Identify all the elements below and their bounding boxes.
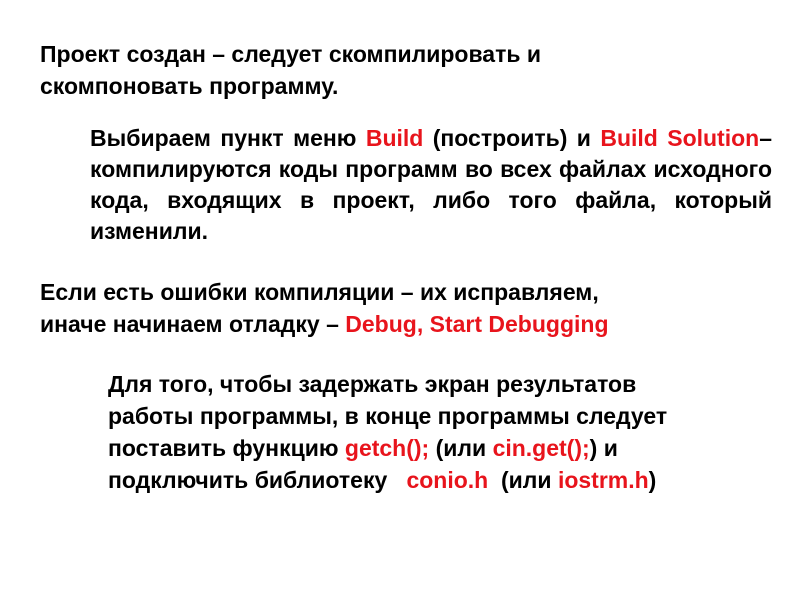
build-text-1: Выбираем пункт меню bbox=[90, 125, 366, 151]
build-instructions-paragraph bbox=[90, 123, 772, 247]
debug-text-1: иначе начинаем отладку – bbox=[40, 311, 346, 337]
conio-keyword: conio.h bbox=[406, 467, 489, 493]
build-solution-keyword: Build Solution bbox=[600, 125, 760, 151]
screen-line-1: Для того, чтобы задержать экран результатов bbox=[108, 371, 637, 397]
project-intro-line-1: Проект создан – следует скомпилировать и bbox=[40, 41, 542, 67]
project-intro-line-2: скомпоновать программу. bbox=[40, 73, 339, 99]
cin-get-keyword: cin.get(); bbox=[492, 435, 590, 461]
build-text-2: (построить) и bbox=[423, 125, 601, 151]
screen-text-3: ) и bbox=[589, 435, 618, 461]
screen-line-2: работы программы, в конце программы следует bbox=[108, 403, 668, 429]
project-intro-paragraph bbox=[40, 38, 680, 102]
screen-text-1: поставить функцию bbox=[108, 435, 345, 461]
build-text-3: – компилируются коды программ во всех файлах исходного кода, входящих в проект, либо того файла, который изменили. bbox=[90, 125, 773, 244]
screen-text-2: (или bbox=[429, 435, 493, 461]
debug-start-keyword: Debug, Start Debugging bbox=[345, 311, 609, 337]
debug-paragraph bbox=[40, 276, 740, 340]
screen-text-4: подключить библиотеку bbox=[108, 467, 407, 493]
iostrm-keyword: iostrm.h bbox=[557, 467, 649, 493]
screen-text-6: ) bbox=[648, 467, 657, 493]
getch-keyword: getch(); bbox=[344, 435, 430, 461]
screen-text-5: (или bbox=[488, 467, 558, 493]
debug-line-1: Если есть ошибки компиляции – их исправляем, bbox=[40, 279, 599, 305]
screen-delay-paragraph bbox=[108, 368, 788, 496]
build-menu-keyword: Build bbox=[365, 125, 424, 151]
